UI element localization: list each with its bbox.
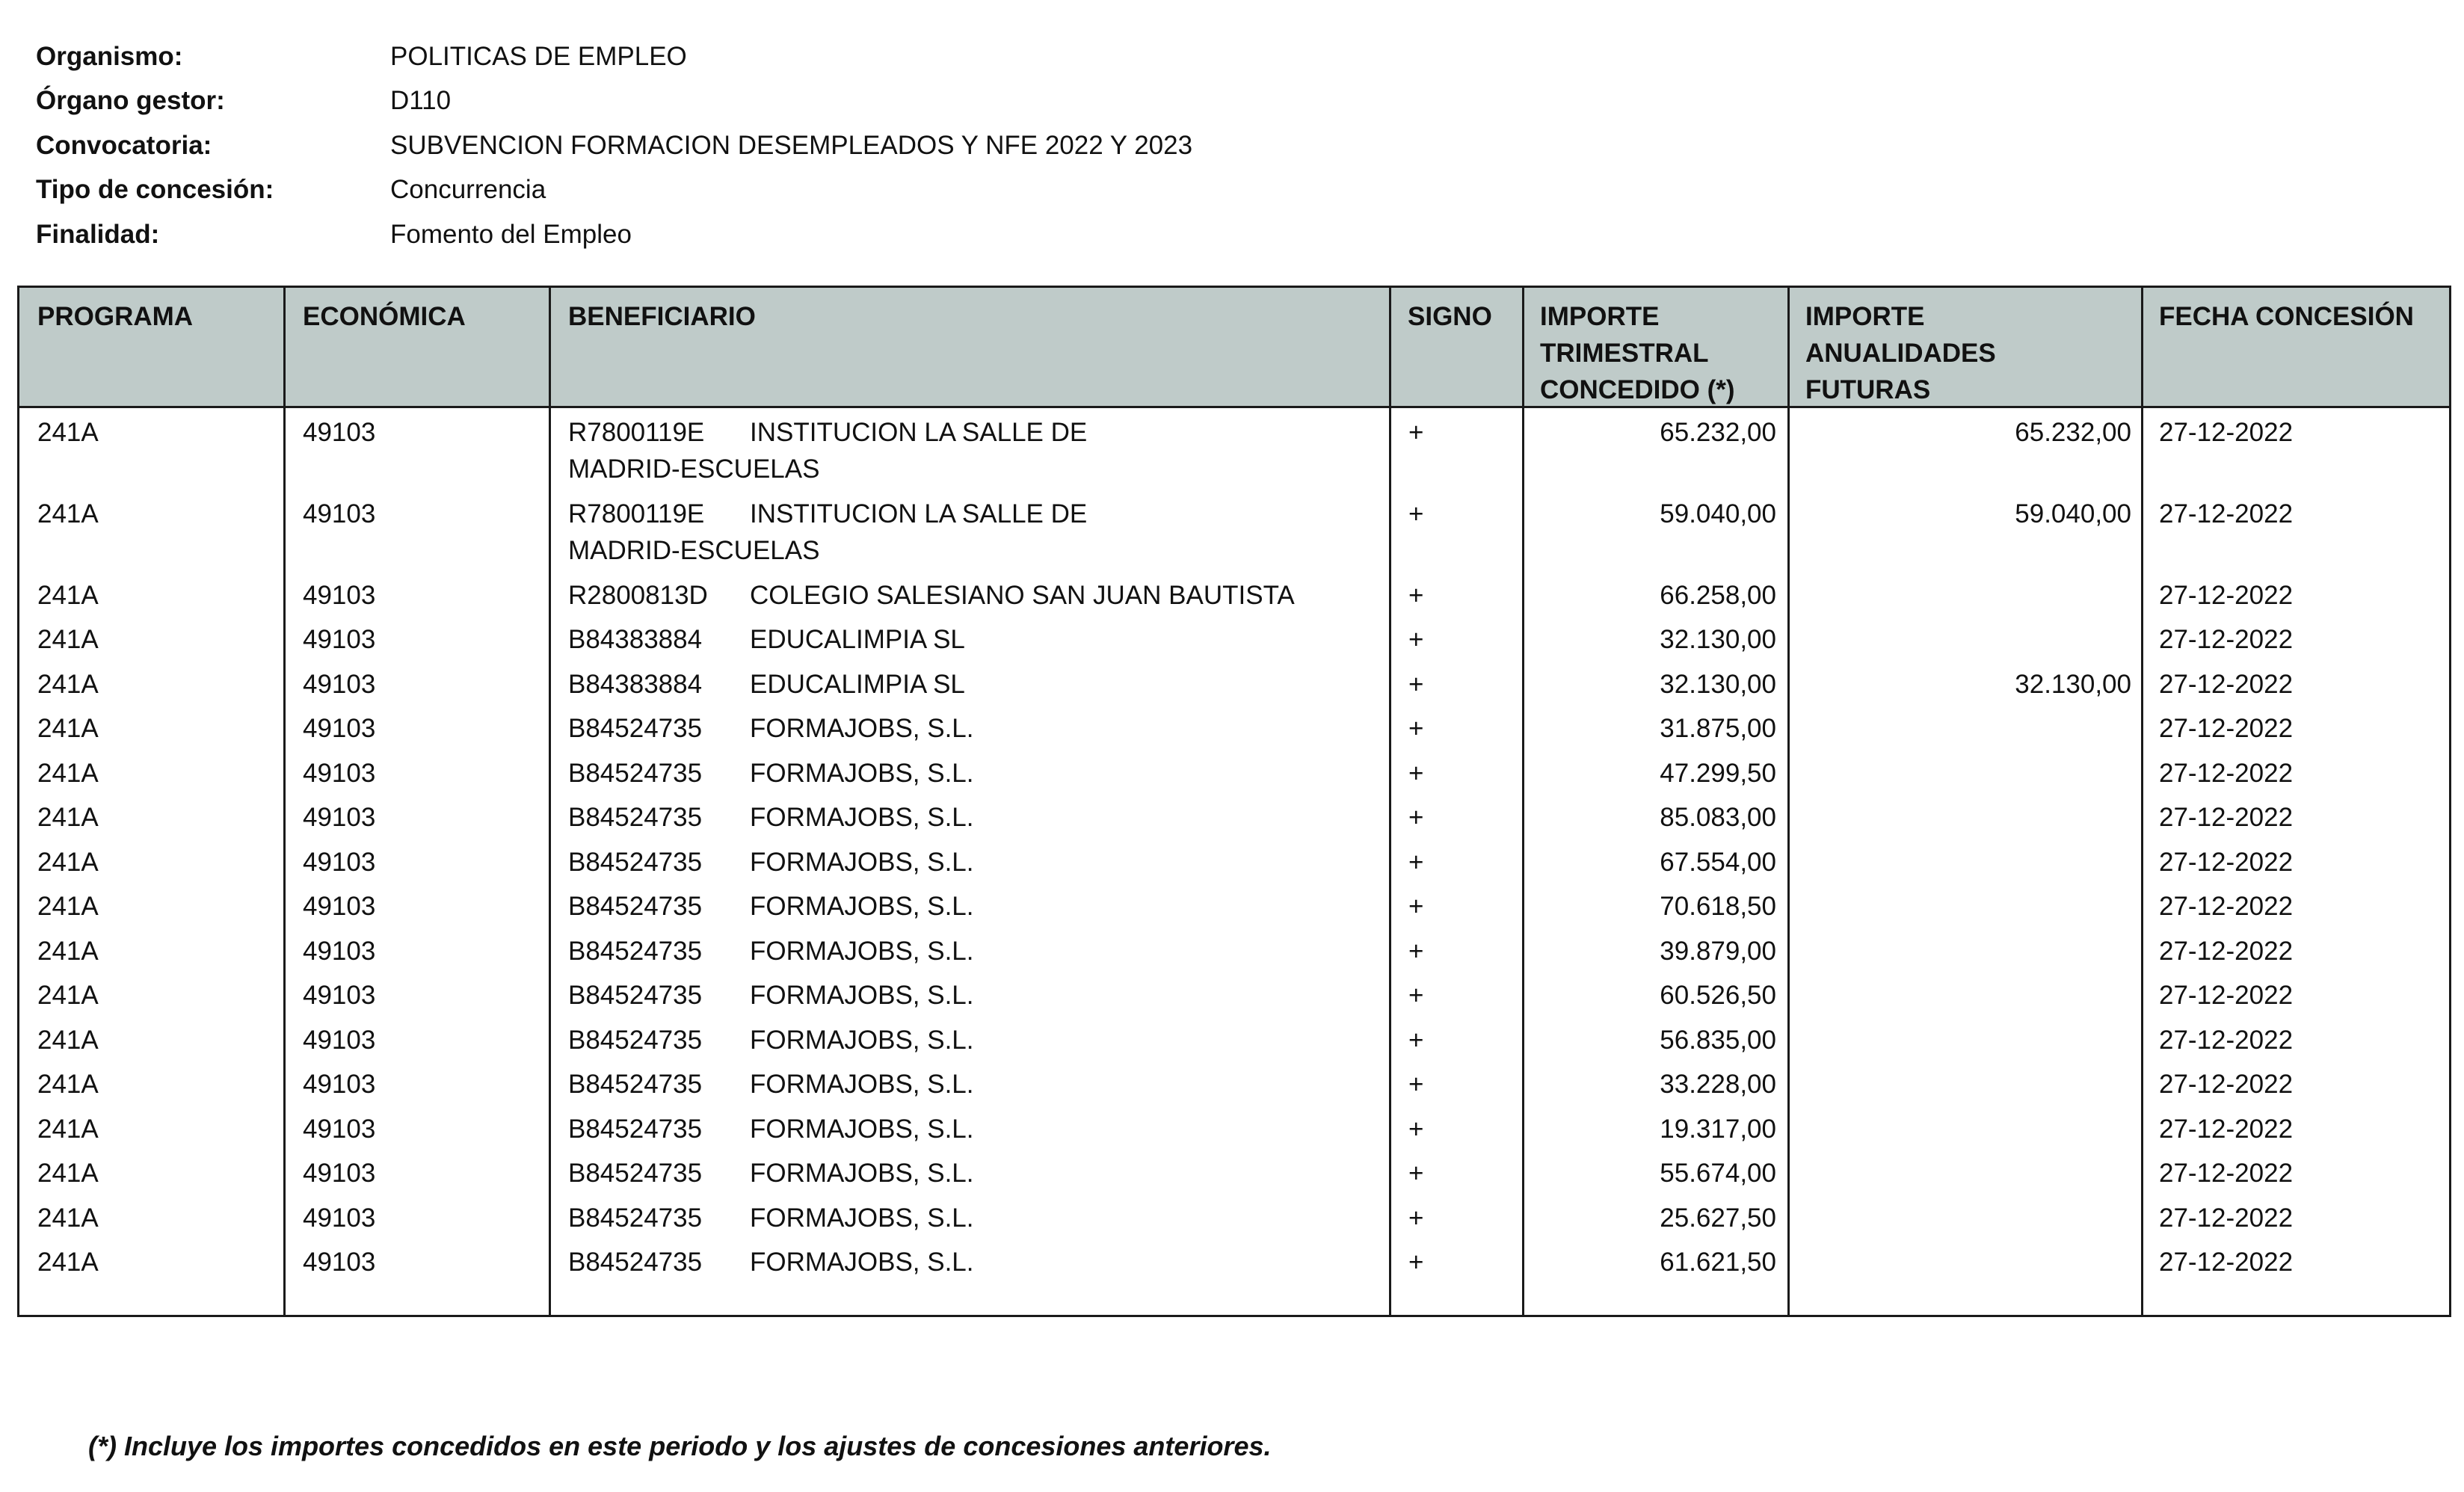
cell-cif: B84383884 [568,670,703,699]
cell-fecha: 27-12-2022 [2159,759,2294,788]
cell-programa: 241A [37,418,99,447]
cell-fecha: 27-12-2022 [2159,1026,2294,1055]
cell-fecha: 27-12-2022 [2159,1203,2294,1233]
header-importe-trimestral [1540,298,1735,408]
cell-nombre: FORMAJOBS, S.L. [750,1159,974,1188]
footnote: (*) Incluye los importes concedidos en este periodo y los ajustes de concesiones anteriores. [88,1431,1272,1461]
cell-anualidades: 32.130,00 [2015,670,2131,699]
cell-beneficiario [568,1244,974,1280]
cell-importe: 47.299,50 [1660,759,1776,788]
header-line: CONCEDIDO (*) [1540,375,1735,404]
cell-signo: + [1408,581,1424,610]
cell-economica: 49103 [303,1026,376,1055]
cell-nombre: FORMAJOBS, S.L. [750,759,974,788]
cell-beneficiario [568,888,974,925]
cell-fecha: 27-12-2022 [2159,1115,2294,1144]
cell-programa: 241A [37,714,99,743]
cell-cif: B84524735 [568,1203,703,1233]
cell-importe: 70.618,50 [1660,892,1776,921]
table-row [19,1016,2449,1060]
cell-importe: 32.130,00 [1660,670,1776,699]
cell-beneficiario [568,1200,974,1236]
cell-signo: + [1408,714,1424,743]
table-row [19,408,2449,490]
cell-cif: B84524735 [568,937,703,966]
beneficiario-line [568,888,974,925]
meta-value: Fomento del Empleo [390,219,632,249]
table-row [19,615,2449,660]
beneficiario-line [568,666,965,703]
table-row [19,971,2449,1016]
cell-cif: B84524735 [568,714,703,743]
cell-signo: + [1408,1203,1424,1233]
cell-cif: B84524735 [568,1248,703,1277]
cell-programa: 241A [37,581,99,610]
cell-fecha: 27-12-2022 [2159,1248,2294,1277]
beneficiario-line-2: MADRID-ESCUELAS [568,454,820,484]
cell-signo: + [1408,892,1424,921]
cell-nombre: EDUCALIMPIA SL [750,670,965,699]
cell-importe: 33.228,00 [1660,1070,1776,1099]
cell-cif: R2800813D [568,581,708,610]
table-row [19,571,2449,615]
table-row [19,793,2449,838]
cell-signo: + [1408,1159,1424,1188]
meta-value: SUBVENCION FORMACION DESEMPLEADOS Y NFE 2022 Y 2023 [390,130,1193,160]
cell-beneficiario [568,977,974,1014]
cell-beneficiario [568,666,965,703]
beneficiario-line [568,577,1295,614]
cell-cif: R7800119E [568,418,705,447]
beneficiario-line [568,414,1087,451]
cell-importe: 39.879,00 [1660,937,1776,966]
beneficiario-line [568,496,1087,532]
cell-signo: + [1408,1070,1424,1099]
cell-fecha: 27-12-2022 [2159,892,2294,921]
header-programa: PROGRAMA [37,302,194,331]
cell-cif: B84524735 [568,981,703,1010]
cell-importe: 55.674,00 [1660,1159,1776,1188]
cell-economica: 49103 [303,581,376,610]
cell-programa: 241A [37,670,99,699]
cell-programa: 241A [37,499,99,528]
meta-row-convocatoria [36,123,1192,168]
header-line: ANUALIDADES [1805,339,1996,368]
cell-programa: 241A [37,1070,99,1099]
cell-importe: 32.130,00 [1660,625,1776,654]
cell-economica: 49103 [303,892,376,921]
cell-cif: R7800119E [568,499,705,528]
cell-programa: 241A [37,759,99,788]
cell-fecha: 27-12-2022 [2159,937,2294,966]
cell-nombre: EDUCALIMPIA SL [750,625,965,654]
beneficiario-line [568,1066,974,1103]
cell-nombre: INSTITUCION LA SALLE DE [750,418,1088,447]
beneficiario-line [568,1155,974,1192]
cell-importe: 67.554,00 [1660,848,1776,877]
subsidy-table [17,286,2451,1317]
cell-signo: + [1408,1115,1424,1144]
cell-economica: 49103 [303,1159,376,1188]
cell-cif: B84524735 [568,1026,703,1055]
beneficiario-line [568,933,974,970]
cell-economica: 49103 [303,499,376,528]
beneficiario-line [568,799,974,836]
cell-fecha: 27-12-2022 [2159,581,2294,610]
cell-beneficiario [568,1022,974,1058]
cell-importe: 65.232,00 [1660,418,1776,447]
cell-signo: + [1408,499,1424,528]
cell-signo: + [1408,937,1424,966]
cell-nombre: FORMAJOBS, S.L. [750,937,974,966]
table-row [19,1238,2449,1283]
table-row [19,1149,2449,1194]
header-line: FUTURAS [1805,375,1931,404]
cell-economica: 49103 [303,848,376,877]
cell-nombre: FORMAJOBS, S.L. [750,1115,974,1144]
cell-fecha: 27-12-2022 [2159,499,2294,528]
header-importe-anualidades [1805,298,1996,408]
cell-economica: 49103 [303,714,376,743]
meta-value: D110 [390,86,452,116]
cell-signo: + [1408,848,1424,877]
cell-nombre: COLEGIO SALESIANO SAN JUAN BAUTISTA [750,581,1295,610]
cell-nombre: FORMAJOBS, S.L. [750,1203,974,1233]
cell-cif: B84524735 [568,1115,703,1144]
cell-signo: + [1408,625,1424,654]
table-row [19,1060,2449,1105]
cell-economica: 49103 [303,670,376,699]
meta-row-organismo [36,34,1192,79]
cell-nombre: FORMAJOBS, S.L. [750,1026,974,1055]
table-row [19,838,2449,882]
cell-fecha: 27-12-2022 [2159,1159,2294,1188]
cell-beneficiario [568,933,974,970]
table-row [19,1194,2449,1238]
meta-row-tipo-concesion [36,168,1192,213]
cell-signo: + [1408,1248,1424,1277]
cell-beneficiario [568,1155,974,1192]
cell-programa: 241A [37,1026,99,1055]
cell-programa: 241A [37,803,99,832]
header-line: IMPORTE [1805,302,1925,331]
cell-beneficiario [568,577,1295,614]
cell-programa: 241A [37,1203,99,1233]
cell-economica: 49103 [303,1203,376,1233]
cell-importe: 31.875,00 [1660,714,1776,743]
beneficiario-line-2: MADRID-ESCUELAS [568,536,820,565]
cell-anualidades: 65.232,00 [2015,418,2131,447]
cell-fecha: 27-12-2022 [2159,1070,2294,1099]
cell-importe: 19.317,00 [1660,1115,1776,1144]
table-row [19,749,2449,793]
beneficiario-line [568,1200,974,1236]
cell-nombre: FORMAJOBS, S.L. [750,803,974,832]
meta-row-organo-gestor [36,79,1192,124]
header-signo: SIGNO [1408,302,1492,331]
cell-importe: 85.083,00 [1660,803,1776,832]
cell-nombre: INSTITUCION LA SALLE DE [750,499,1088,528]
table-header [19,288,2449,408]
cell-fecha: 27-12-2022 [2159,625,2294,654]
cell-signo: + [1408,670,1424,699]
cell-nombre: FORMAJOBS, S.L. [750,848,974,877]
cell-economica: 49103 [303,981,376,1010]
cell-programa: 241A [37,1115,99,1144]
cell-beneficiario [568,1111,974,1147]
cell-programa: 241A [37,981,99,1010]
table-row [19,490,2449,571]
cell-nombre: FORMAJOBS, S.L. [750,1070,974,1099]
cell-nombre: FORMAJOBS, S.L. [750,981,974,1010]
cell-importe: 25.627,50 [1660,1203,1776,1233]
meta-label: Órgano gestor: [36,86,225,116]
meta-value: POLITICAS DE EMPLEO [390,41,687,71]
cell-cif: B84524735 [568,1070,703,1099]
cell-economica: 49103 [303,803,376,832]
cell-cif: B84524735 [568,759,703,788]
cell-programa: 241A [37,1248,99,1277]
cell-nombre: FORMAJOBS, S.L. [750,892,974,921]
cell-economica: 49103 [303,1248,376,1277]
cell-economica: 49103 [303,1070,376,1099]
cell-beneficiario [568,755,974,792]
header-line: TRIMESTRAL [1540,339,1709,368]
cell-fecha: 27-12-2022 [2159,670,2294,699]
cell-programa: 241A [37,848,99,877]
cell-importe: 60.526,50 [1660,981,1776,1010]
cell-cif: B84524735 [568,848,703,877]
meta-label: Finalidad: [36,219,160,249]
cell-beneficiario [568,1066,974,1103]
meta-row-finalidad [36,212,1192,257]
cell-programa: 241A [37,892,99,921]
table-row [19,1105,2449,1149]
cell-cif: B84383884 [568,625,703,654]
beneficiario-line [568,977,974,1014]
cell-cif: B84524735 [568,1159,703,1188]
cell-signo: + [1408,1026,1424,1055]
cell-programa: 241A [37,937,99,966]
cell-importe: 66.258,00 [1660,581,1776,610]
cell-economica: 49103 [303,1115,376,1144]
cell-signo: + [1408,981,1424,1010]
cell-programa: 241A [37,625,99,654]
cell-economica: 49103 [303,625,376,654]
beneficiario-line [568,1111,974,1147]
cell-anualidades: 59.040,00 [2015,499,2131,528]
beneficiario-line [568,710,974,747]
beneficiario-line [568,1244,974,1280]
cell-beneficiario [568,414,1087,487]
meta-label: Tipo de concesión: [36,175,274,205]
cell-beneficiario [568,799,974,836]
header-beneficiario: BENEFICIARIO [568,302,756,331]
beneficiario-line [568,621,965,658]
cell-fecha: 27-12-2022 [2159,981,2294,1010]
cell-cif: B84524735 [568,803,703,832]
table-row [19,927,2449,971]
table-row [19,882,2449,927]
cell-nombre: FORMAJOBS, S.L. [750,1248,974,1277]
meta-label: Organismo: [36,41,183,71]
cell-beneficiario [568,844,974,881]
cell-importe: 56.835,00 [1660,1026,1776,1055]
cell-nombre: FORMAJOBS, S.L. [750,714,974,743]
cell-fecha: 27-12-2022 [2159,714,2294,743]
cell-programa: 241A [37,1159,99,1188]
cell-signo: + [1408,759,1424,788]
meta-label: Convocatoria: [36,130,212,160]
cell-beneficiario [568,496,1087,569]
cell-beneficiario [568,621,965,658]
header-economica: ECONÓMICA [303,302,466,331]
metadata-block [36,34,1192,257]
cell-economica: 49103 [303,418,376,447]
beneficiario-line [568,1022,974,1058]
beneficiario-line [568,844,974,881]
cell-signo: + [1408,803,1424,832]
cell-signo: + [1408,418,1424,447]
cell-beneficiario [568,710,974,747]
header-fecha-concesion: FECHA CONCESIÓN [2159,302,2414,331]
beneficiario-line [568,755,974,792]
cell-economica: 49103 [303,937,376,966]
cell-fecha: 27-12-2022 [2159,848,2294,877]
cell-economica: 49103 [303,759,376,788]
header-line: IMPORTE [1540,302,1660,331]
table-row [19,704,2449,749]
cell-importe: 59.040,00 [1660,499,1776,528]
cell-fecha: 27-12-2022 [2159,803,2294,832]
cell-importe: 61.621,50 [1660,1248,1776,1277]
meta-value: Concurrencia [390,175,546,205]
cell-cif: B84524735 [568,892,703,921]
table-row [19,660,2449,704]
cell-fecha: 27-12-2022 [2159,418,2294,447]
